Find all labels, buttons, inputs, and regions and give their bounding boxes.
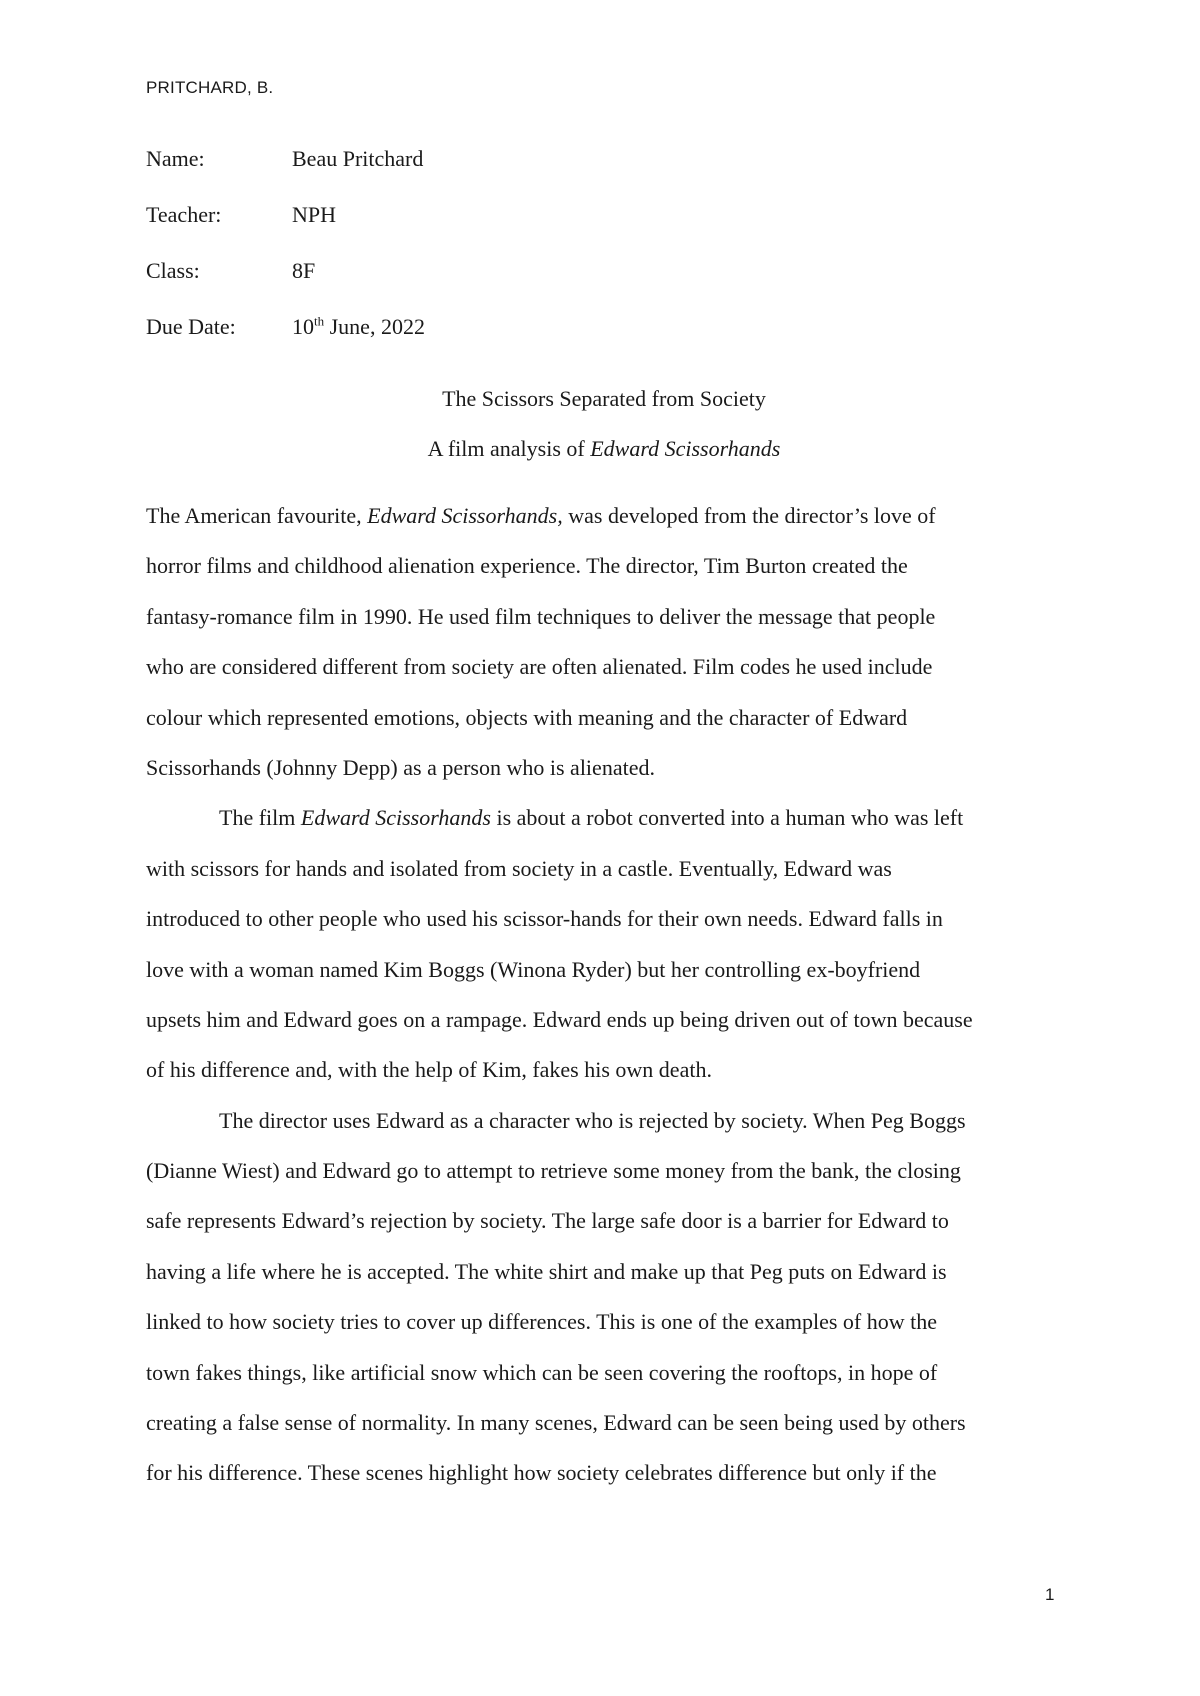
due-date-row bbox=[146, 314, 425, 370]
paragraph-1-line bbox=[146, 693, 1062, 743]
paragraph-1-line bbox=[146, 592, 1062, 642]
due-date-value bbox=[292, 314, 425, 370]
class-row bbox=[146, 258, 425, 314]
text-run: upsets him and Edward goes on a rampage. Edward ends up being driven out of town because bbox=[146, 1006, 973, 1032]
text-run: for his difference. These scenes highlight how society celebrates difference but only if the bbox=[146, 1460, 937, 1486]
text-run: creating a false sense of normality. In many scenes, Edward can be seen being used by others bbox=[146, 1410, 966, 1436]
essay-title: The Scissors Separated from Society bbox=[442, 386, 766, 411]
paragraph-1-line bbox=[146, 743, 1062, 793]
name-label: Name: bbox=[146, 146, 205, 171]
text-run: love with a woman named Kim Boggs (Winona Ryder) but her controlling ex-boyfriend bbox=[146, 956, 921, 982]
paragraph-2-line bbox=[146, 844, 1062, 894]
paragraph-3-line bbox=[146, 1096, 1062, 1146]
film-title-italic: Edward Scissorhands bbox=[300, 805, 491, 831]
text-run: Scissorhands (Johnny Depp) as a person who is alienated. bbox=[146, 754, 655, 780]
page-number: 1 bbox=[1045, 1585, 1055, 1604]
class-value: 8F bbox=[292, 258, 316, 283]
due-date-rest: June, 2022 bbox=[324, 314, 425, 339]
name-value: Beau Pritchard bbox=[292, 146, 424, 171]
text-run: was developed from the director’s love of bbox=[562, 503, 936, 528]
text-run: of his difference and, with the help of Kim, fakes his own death. bbox=[146, 1057, 712, 1083]
text-run: who are considered different from society are often alienated. Film codes he used include bbox=[146, 654, 933, 680]
paragraph-2-line bbox=[146, 793, 1062, 843]
paragraph-3-line bbox=[146, 1146, 1062, 1196]
due-date-ordinal: th bbox=[314, 313, 325, 329]
text-run: The film bbox=[219, 805, 301, 831]
paragraph-1-line bbox=[146, 491, 1062, 541]
text-run: linked to how society tries to cover up differences. This is one of the examples of how the bbox=[146, 1309, 937, 1335]
student-info bbox=[146, 146, 425, 370]
due-date-label: Due Date: bbox=[146, 314, 236, 339]
paragraph-3-line bbox=[146, 1196, 1062, 1246]
running-head: PRITCHARD, B. bbox=[146, 78, 274, 97]
paragraph-3-line bbox=[146, 1297, 1062, 1347]
name-row bbox=[146, 146, 425, 202]
text-run: (Dianne Wiest) and Edward go to attempt to retrieve some money from the bank, the closing bbox=[146, 1158, 961, 1184]
text-run: town fakes things, like artificial snow which can be seen covering the rooftops, in hope of bbox=[146, 1359, 938, 1385]
class-label: Class: bbox=[146, 258, 200, 283]
teacher-value: NPH bbox=[292, 202, 337, 227]
text-run: with scissors for hands and isolated from society in a castle. Eventually, Edward was bbox=[146, 855, 892, 881]
paragraph-1-line bbox=[146, 541, 1062, 591]
text-run: safe represents Edward’s rejection by society. The large safe door is a barrier for Edward to bbox=[146, 1208, 949, 1234]
paragraph-3-line bbox=[146, 1398, 1062, 1448]
subtitle-film: Edward Scissorhands bbox=[590, 436, 781, 461]
paragraph-2-line bbox=[146, 945, 1062, 995]
subtitle-prefix: A film analysis of bbox=[427, 436, 591, 461]
essay-titles bbox=[146, 388, 1062, 488]
film-title-italic: Edward Scissorhands, bbox=[367, 503, 563, 528]
paragraph-1-line bbox=[146, 642, 1062, 692]
paragraph-2-line bbox=[146, 1045, 1062, 1095]
due-date-day: 10 bbox=[292, 314, 314, 339]
paragraph-2-line bbox=[146, 995, 1062, 1045]
teacher-label: Teacher: bbox=[146, 202, 222, 227]
text-run: fantasy-romance film in 1990. He used film techniques to deliver the message that people bbox=[146, 603, 936, 629]
teacher-row bbox=[146, 202, 425, 258]
paragraph-3-line bbox=[146, 1348, 1062, 1398]
text-run: having a life where he is accepted. The white shirt and make up that Peg puts on Edward is bbox=[146, 1258, 947, 1284]
essay-body bbox=[146, 491, 1062, 1499]
text-run: The American favourite, bbox=[146, 503, 368, 528]
text-run: is about a robot converted into a human who was left bbox=[490, 805, 964, 831]
paragraph-3-line bbox=[146, 1247, 1062, 1297]
text-run: horror films and childhood alienation experience. The director, Tim Burton created the bbox=[146, 553, 908, 579]
text-run: The director uses Edward as a character who is rejected by society. When Peg Boggs bbox=[219, 1107, 966, 1133]
paragraph-3-line bbox=[146, 1448, 1062, 1498]
paragraph-2-line bbox=[146, 894, 1062, 944]
essay-subtitle bbox=[146, 438, 1062, 488]
text-run: colour which represented emotions, objects with meaning and the character of Edward bbox=[146, 704, 908, 730]
text-run: introduced to other people who used his scissor-hands for their own needs. Edward falls in bbox=[146, 906, 943, 932]
